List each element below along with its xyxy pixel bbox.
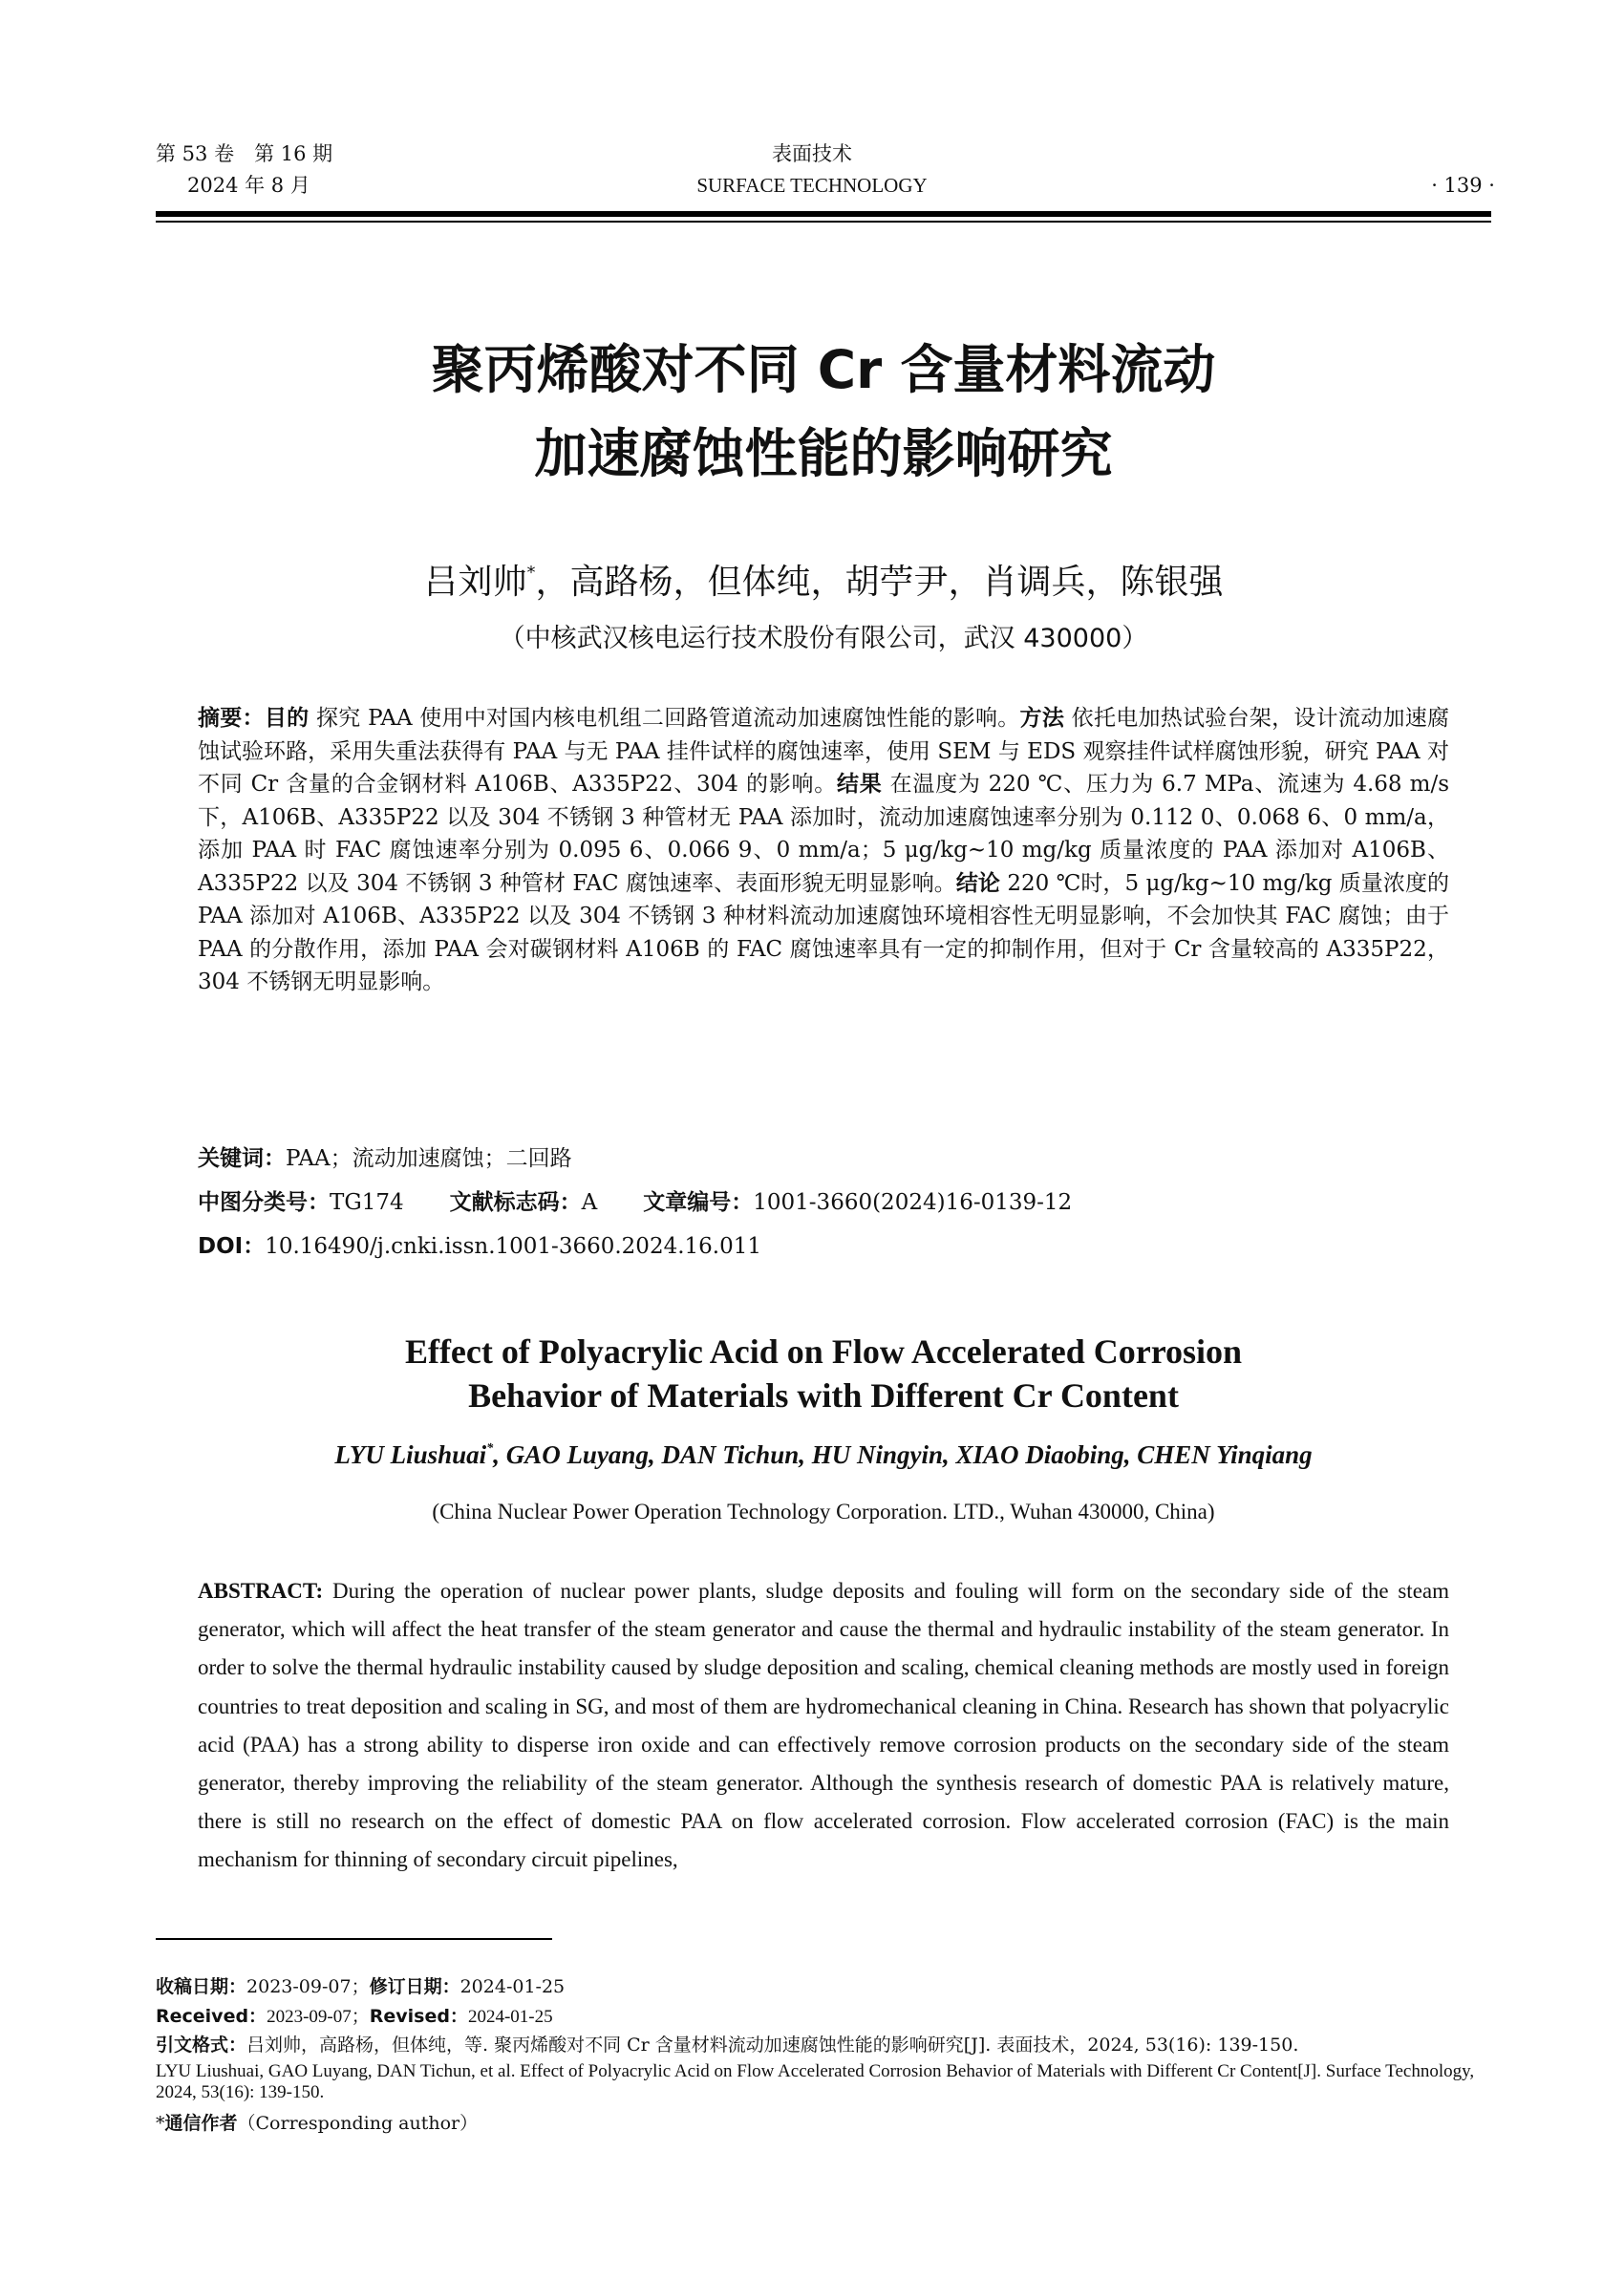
title-en-line2: Behavior of Materials with Different Cr Content: [468, 1376, 1179, 1415]
footnote-citation-en: LYU Liushuai, GAO Luyang, DAN Tichun, et al. Effect of Polyacrylic Acid on Flow Accelerated Corrosion Behavior of Materials with Different Cr Content[J]. Surface Technology, 2024, 53(16): 139-150.: [156, 2061, 1475, 2102]
result-label: 结果: [836, 771, 883, 797]
author-first-cn: 吕刘帅: [423, 563, 527, 602]
authors-rest-en: , GAO Luyang, DAN Tichun, HU Ningyin, XIAO Diaobing, CHEN Yinqiang: [493, 1440, 1313, 1469]
footnote-received-en: [156, 2006, 1491, 2028]
received-en-label: Received：: [156, 2006, 267, 2027]
author-first-en: LYU Liushuai: [334, 1440, 487, 1469]
abstract-en-text: During the operation of nuclear power plants, sludge deposits and fouling will form on the secondary side of the steam generator, which will affect the heat transfer of the steam generator and cause the thermal and hydraulic instability of the steam generator. In order to solve the thermal hydraulic instability caused by sludge deposition and scaling, chemical cleaning methods are mostly used in foreign countries to treat deposition and scaling in SG, and most of them are hydromechanical cleaning in China. Research has shown that polyacrylic acid (PAA) has a strong ability to disperse iron oxide and can effectively remove corrosion products on the secondary side of the steam generator, thereby improving the reliability of the steam generator. Although the synthesis research of domestic PAA is relatively mature, there is still no research on the effect of domestic PAA on flow accelerated corrosion. Flow accelerated corrosion (FAC) is the main mechanism for thinning of secondary circuit pipelines,: [198, 1579, 1450, 1872]
result-text: 在温度为 220 ℃、压力为 6.7 MPa、流速为 4.68 m/s 下，A106B、A335P22 以及 304 不锈钢 3 种管材无 PAA 添加时，流动加速腐蚀速率分别为 0.112 0、0.068 6、0 mm/a，添加 PAA 时 FAC 腐蚀速率分别为 0.095 6、0.066 9、0 mm/a；5 μg/kg~10 mg/kg 质量浓度的 PAA 添加对 A106B、A335P22 以及 304 不锈钢 3 种管材 FAC 腐蚀速率、表面形貌无明显影响。: [198, 772, 1449, 896]
revised-en-label: Revised：: [369, 2006, 468, 2027]
authors-en: [156, 1433, 1491, 1471]
doc-code-label: 文献标志码：: [449, 1190, 582, 1215]
title-en-line1: Effect of Polyacrylic Acid on Flow Accelerated Corrosion: [404, 1332, 1243, 1371]
revised-cn-value: 2024-01-25: [459, 1976, 566, 1997]
citation-cn-label: 引文格式：: [156, 2035, 247, 2056]
received-cn-value: 2023-09-07；: [246, 1976, 370, 1997]
conclusion-text: 220 ℃时，5 μg/kg~10 mg/kg 质量浓度的 PAA 添加对 A106B、A335P22 以及 304 不锈钢 3 种材料流动加速腐蚀环境相容性无明显影响，不会加快其 FAC 腐蚀；由于 PAA 的分散作用，添加 PAA 会对碳钢材料 A106B 的 FAC 腐蚀速率具有一定的抑制作用，但对于 Cr 含量较高的 A335P22，304 不锈钢无明显影响。: [198, 870, 1450, 994]
header-rule-thick: [156, 211, 1491, 217]
classification-line: [198, 1188, 1072, 1217]
citation-cn-text: 吕刘帅，高路杨，但体纯，等. 聚丙烯酸对不同 Cr 含量材料流动加速腐蚀性能的影响研究[J]. 表面技术，2024, 53(16): 139-150.: [246, 2035, 1299, 2056]
abstract-cn-label: 摘要：: [198, 706, 265, 731]
volume-issue: 第 53 卷 第 16 期: [156, 142, 333, 165]
article-no-value: 1001-3660(2024)16-0139-12: [753, 1190, 1073, 1215]
keywords-cn-value: PAA；流动加速腐蚀；二回路: [286, 1146, 572, 1171]
journal-name-en: SURFACE TECHNOLOGY: [696, 174, 928, 197]
revised-cn-label: 修订日期：: [369, 1976, 460, 1997]
journal-name-cn: 表面技术: [772, 142, 852, 165]
footnote-citation-cn: [156, 2035, 1491, 2056]
page-number: · 139 ·: [1431, 174, 1495, 197]
method-text: 依托电加热试验台架，设计流动加速腐蚀试验环路，采用失重法获得有 PAA 与无 PAA 挂件试样的腐蚀速率，使用 SEM 与 EDS 观察挂件试样腐蚀形貌，研究 PAA 对不同 Cr 含量的合金钢材料 A106B、A335P22、304 的影响。: [198, 706, 1450, 797]
keywords-cn: [198, 1144, 572, 1173]
header-rule-thin: [156, 221, 1491, 223]
doc-code-value: A: [581, 1190, 598, 1215]
abstract-en-label: ABSTRACT:: [198, 1579, 324, 1603]
corresponding-mark: *: [526, 563, 536, 583]
corresponding-label: 通信作者: [164, 2113, 238, 2134]
authors-rest-cn: ，高路杨，但体纯，胡苧尹，肖调兵，陈银强: [535, 563, 1224, 602]
received-en-value: 2023-09-07；: [267, 2007, 370, 2027]
doi-label: DOI：: [198, 1234, 266, 1259]
corresponding-footnote-mark: *: [156, 2113, 165, 2134]
corresponding-mark-en: *: [486, 1441, 494, 1456]
purpose-label: 目的: [264, 705, 310, 731]
affiliation-cn: （中核武汉核电运行技术股份有限公司，武汉 430000）: [499, 624, 1148, 653]
clc-value: TG174: [330, 1190, 404, 1215]
issue-date: 2024 年 8 月: [187, 174, 310, 197]
footnote-received-cn: [156, 1976, 1491, 1997]
clc-label: 中图分类号：: [198, 1190, 330, 1215]
doi-line: [198, 1232, 761, 1261]
article-no-label: 文章编号：: [643, 1190, 754, 1215]
authors-cn: [156, 552, 1491, 604]
footnote-corresponding: [156, 2113, 1491, 2134]
affiliation-en: (China Nuclear Power Operation Technology Corporation. LTD., Wuhan 430000, China): [432, 1500, 1215, 1524]
received-cn-label: 收稿日期：: [156, 1976, 247, 1997]
purpose-text: 探究 PAA 使用中对国内核电机组二回路管道流动加速腐蚀性能的影响。: [309, 706, 1020, 731]
conclusion-label: 结论: [955, 869, 1000, 896]
abstract-cn: [198, 702, 1449, 999]
keywords-cn-label: 关键词：: [198, 1146, 286, 1171]
abstract-en: [198, 1572, 1449, 1880]
doi-value: 10.16490/j.cnki.issn.1001-3660.2024.16.011: [265, 1234, 761, 1259]
method-label: 方法: [1019, 705, 1065, 731]
revised-en-value: 2024-01-25: [467, 2007, 553, 2027]
title-cn-line1: 聚丙烯酸对不同 Cr 含量材料流动: [431, 339, 1216, 400]
footnote-rule: [156, 1938, 552, 1940]
corresponding-en: （Corresponding author）: [237, 2113, 479, 2134]
title-cn-line2: 加速腐蚀性能的影响研究: [534, 423, 1113, 484]
